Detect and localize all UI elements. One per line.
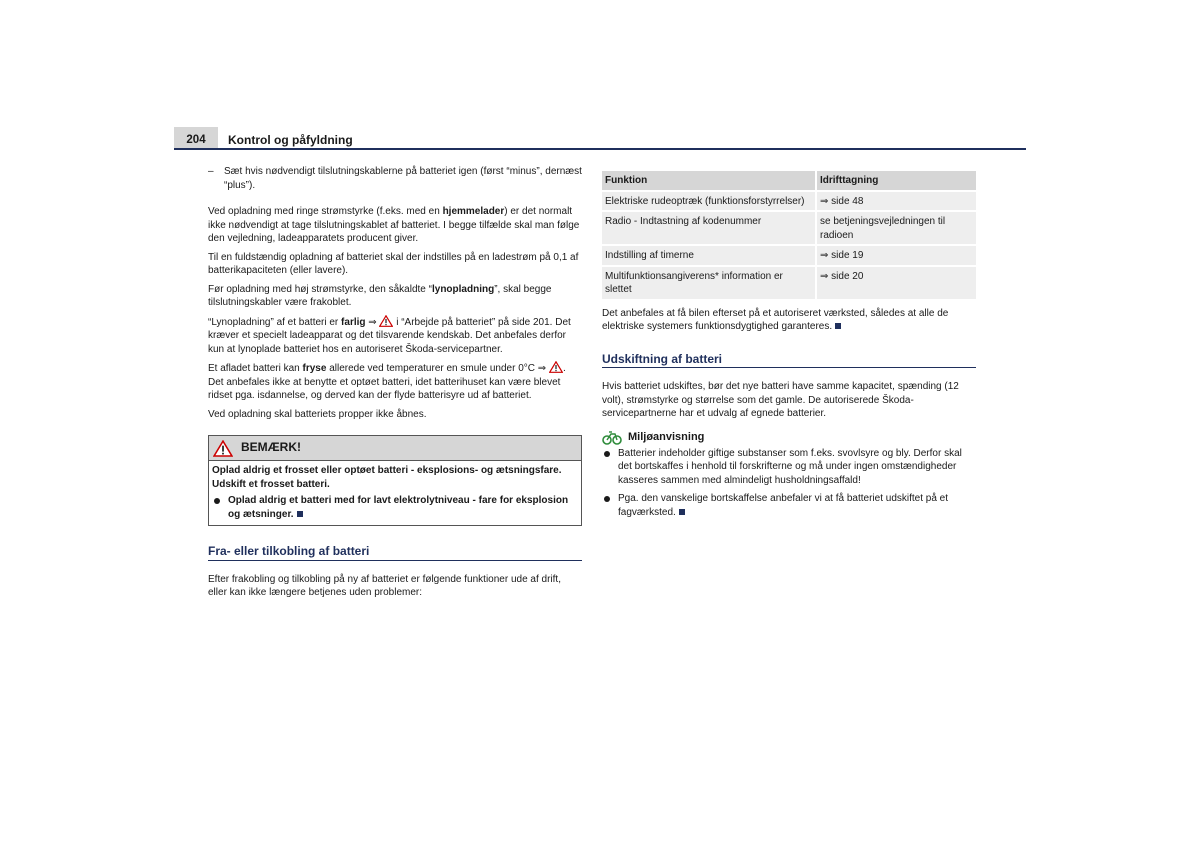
section-heading: Udskiftning af batteri <box>602 353 976 369</box>
warning-triangle-icon <box>213 440 233 457</box>
reference-arrow: ⇒ <box>537 363 547 374</box>
text: “Lynopladning” af et batteri er <box>208 316 342 328</box>
end-of-section-mark <box>297 511 303 517</box>
bullet-dot <box>604 451 610 457</box>
table-header-cell: Idrifttagning <box>817 171 976 190</box>
functions-table <box>602 169 976 301</box>
text: Før opladning med høj strømstyrke, den såkaldte “ <box>208 283 432 295</box>
warning-line: Oplad aldrig et frosset eller optøet batteri - eksplosions- og ætsningsfare. Udskift et frosset batteri. <box>212 465 562 490</box>
bold-term: fryse <box>302 363 327 374</box>
reference-arrow: ⇒ <box>368 316 377 328</box>
table-header-cell: Funktion <box>602 171 817 190</box>
text: Et afladet batteri kan <box>208 363 303 374</box>
table-row <box>602 246 976 265</box>
warning-box-header <box>209 436 581 461</box>
bullet-dot <box>214 498 220 504</box>
table-cell: Multifunktionsangiverens* information er slettet <box>602 267 817 299</box>
bold-term: hjemmelader <box>442 206 505 217</box>
text: Ved opladning med ringe strømstyrke (f.eks. med en <box>208 206 443 217</box>
table-cell: ⇒ side 19 <box>817 246 976 265</box>
warning-triangle-icon <box>379 315 393 327</box>
end-of-section-mark <box>679 509 685 515</box>
table-row <box>602 267 976 299</box>
text: . Det anbefales ikke at benytte et optøet batteri, idet batterihuset kan være blevet ridset pga. isdannelse, og derved kan der flyde batterisyre ud af batteriet. <box>208 363 566 401</box>
paragraph-frozen-battery <box>208 361 582 403</box>
header-rule <box>174 148 1026 150</box>
dash-item-text: Sæt hvis nødvendigt tilslutningskablerne på batteriet igen (først “minus”, dernæst “plus”). <box>224 166 582 191</box>
environment-bullet-text: Pga. den vanskelige bortskaffelse anbefaler vi at få batteriet udskiftet på et fagværksted. <box>618 493 949 518</box>
environment-note-title: Miljøanvisning <box>628 430 705 443</box>
table-row <box>602 212 976 244</box>
environment-note-header <box>602 431 976 445</box>
paragraph-fast-charge <box>208 283 582 310</box>
bold-term: farlig <box>341 316 366 328</box>
section-heading: Fra- eller tilkobling af batteri <box>208 545 582 561</box>
section-title: Kontrol og påfyldning <box>228 133 353 147</box>
environment-bullet-text: Batterier indeholder giftige substanser som f.eks. svovlsyre og bly. Derfor skal det bortskaffes i henhold til forskrifterne og må under ingen omstændigheder kasseres sammen med almindeligt husholdningsaffald! <box>618 447 962 486</box>
paragraph-workshop <box>602 307 976 334</box>
table-cell: ⇒ side 20 <box>817 267 976 299</box>
warning-bullet-text: Oplad aldrig et batteri med for lavt elektrolytniveau - fare for eksplosion og ætsninger. <box>228 495 569 520</box>
table-header-row <box>602 171 976 190</box>
paragraph-disconnect: Efter frakobling og tilkobling på ny af batteriet er følgende funktioner ude af drift, eller kan ikke længere betjenes uden problemer: <box>208 573 561 598</box>
table-cell: se betjeningsvejledningen til radioen <box>817 212 976 244</box>
page-number: 204 <box>174 127 218 149</box>
warning-body <box>209 461 581 525</box>
paragraph-plugs: Ved opladning skal batteriets propper ikke åbnes. <box>208 408 427 420</box>
text: Det anbefales at få bilen efterset på et autoriseret værksted, således at alle de elektriske systemers funktionsdygtighed garanteres. <box>602 307 949 332</box>
paragraph-full-charge: Til en fuldstændig opladning af batteriet skal der indstilles på en ladestrøm på 0,1 af batterikapaciteten (eller lavere). <box>208 251 579 276</box>
table-cell: ⇒ side 48 <box>817 192 976 211</box>
warning-title: BEMÆRK! <box>241 440 301 455</box>
dash-marker: – <box>208 166 214 177</box>
environment-bullet <box>602 492 976 519</box>
table-cell: Indstilling af timerne <box>602 246 817 265</box>
table-row <box>602 192 976 211</box>
environment-bullet <box>602 447 976 488</box>
bullet-dot <box>604 496 610 502</box>
end-of-section-mark <box>835 323 841 329</box>
text: allerede ved temperaturer en smule under 0°C <box>326 363 538 374</box>
page-header <box>174 127 1026 149</box>
paragraph-fast-charge-danger <box>208 315 582 357</box>
environment-icon <box>602 431 622 445</box>
text: i “Arbejde på batteriet” på side 201. Det kræver et specielt ladeapparat og det tilsvarende kendskab. Det anbefales derfor kun at lynoplade batteriet hos en autoriseret Škoda-servicepartner. <box>208 316 571 355</box>
paragraph-replacement: Hvis batteriet udskiftes, bør det nye batteri have samme kapacitet, spænding (12 volt), strømstyrke og størrelse som det gamle. De autoriserede Škoda-servicepartnerne har et udvalg af egnede batterier. <box>602 381 959 419</box>
table-cell: Radio - Indtastning af kodenummer <box>602 212 817 244</box>
paragraph-home-charger <box>208 205 582 246</box>
text: ”, skal begge tilslutningskabler være frakoblet. <box>208 283 552 308</box>
warning-box <box>208 435 582 526</box>
text: ) er det normalt ikke nødvendigt at tage tilslutningskablet af batteriet. I begge tilfælde skal man følge den vejledning, ladeapparatets producent giver. <box>208 206 580 244</box>
bold-term: lynopladning <box>431 283 495 295</box>
right-column <box>602 171 976 519</box>
table-cell: Elektriske rudeoptræk (funktionsforstyrrelser) <box>602 192 817 211</box>
warning-triangle-icon <box>549 361 563 373</box>
left-column <box>208 165 582 600</box>
dash-list-item <box>208 165 582 192</box>
warning-bullet <box>212 494 577 521</box>
